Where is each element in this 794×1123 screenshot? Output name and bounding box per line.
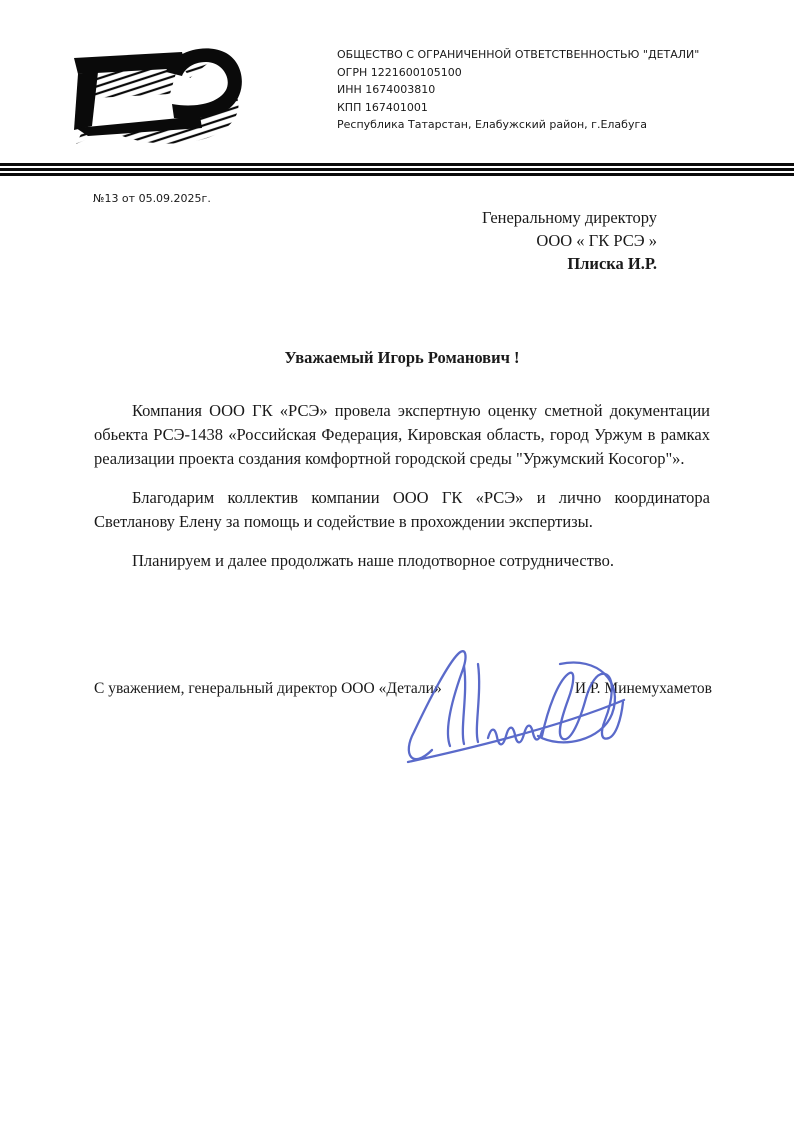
signature-stroke-1 xyxy=(463,666,465,744)
letterhead-divider xyxy=(0,163,794,176)
recipient-name: Плиска И.Р. xyxy=(567,254,657,273)
company-address: Республика Татарстан, Елабужский район, г.Елабуга xyxy=(337,118,647,131)
handwritten-signature xyxy=(402,638,627,778)
paragraph-2: Благодарим коллектив компании ООО ГК «РСЭ» и лично координатора Светланову Елену за помощь и содействие в прохождении экспертизы. xyxy=(94,488,710,531)
signature-stroke-2 xyxy=(477,664,479,742)
recipient-block xyxy=(482,206,657,275)
company-name: ОБЩЕСТВО С ОГРАНИЧЕННОЙ ОТВЕТСТВЕННОСТЬЮ "ДЕТАЛИ" xyxy=(337,48,700,61)
company-ogrn: ОГРН 1221600105100 xyxy=(337,65,462,79)
reference-number: №13 от 05.09.2025г. xyxy=(93,192,211,205)
paragraph-3: Планируем и далее продолжать наше плодотворное сотрудничество. xyxy=(132,551,614,570)
company-info-block xyxy=(337,46,699,134)
signoff-title: С уважением, генеральный директор ООО «Детали» xyxy=(94,680,442,697)
recipient-title: Генеральному директору xyxy=(482,208,657,227)
signature-stroke-underline xyxy=(408,700,624,762)
company-inn: ИНН 1674003810 xyxy=(337,83,436,96)
company-logo xyxy=(74,46,249,144)
recipient-company: ООО « ГК РСЭ » xyxy=(536,231,657,250)
signoff-name: И.Р. Минемухаметов xyxy=(574,680,712,697)
paragraph-1: Компания ООО ГК «РСЭ» провела экспертную оценку сметной документации обьекта РСЭ-1438 «Российская Федерация, Кировская область, город Уржум в рамках реализации проекта создания комфортной городской среды "Уржумский Косогор"». xyxy=(94,401,710,468)
salutation: Уважаемый Игорь Романович ! xyxy=(284,348,520,367)
signature-stroke-loop xyxy=(409,651,466,759)
company-kpp: КПП 167401001 xyxy=(337,100,428,114)
logo-left-stroke xyxy=(74,72,98,130)
letter-body xyxy=(94,399,710,588)
